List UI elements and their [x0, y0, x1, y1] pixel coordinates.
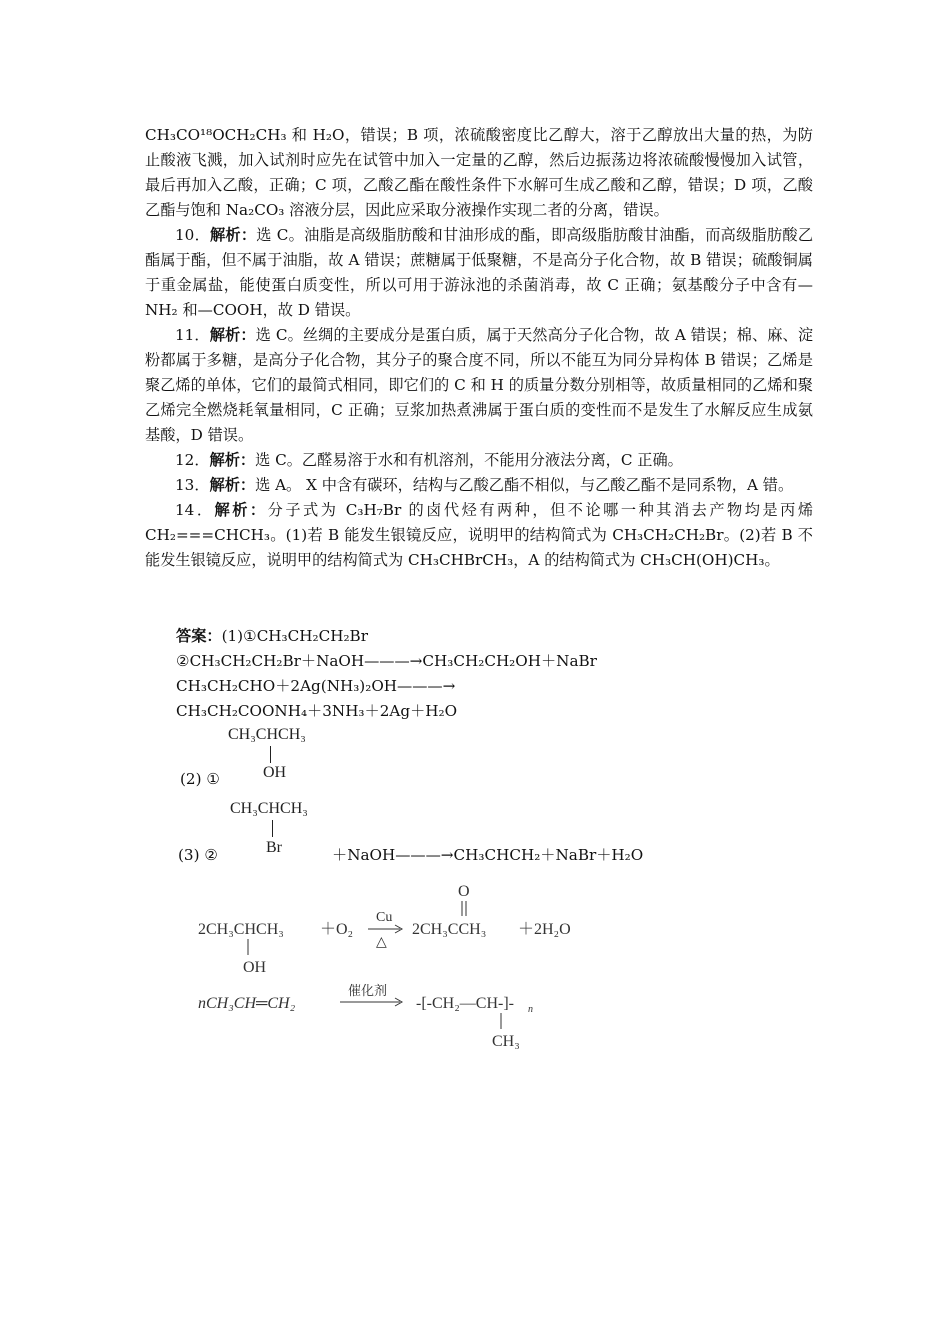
reaction-equations	[190, 878, 610, 1058]
analysis-text: 选 C。丝绸的主要成分是蛋白质，属于天然高分子化合物，故 A 错误；棉、麻、淀粉都属于多糖，是高分子化合物，其分子的聚合度不同，所以不能互为同分异构体 B 错误；乙烯是聚乙烯的单体，它们的最简式相同，即它们的 C 和 H 的质量分数分别相等，故质量相同的乙烯和聚乙烯完全燃烧耗氧量相同，C 正确；豆浆加热煮沸属于蛋白质的变性而不是发生了水解反应生成氨基酸，D 错误。	[145, 326, 814, 444]
oxidation-reactant: 2CH₃CHCH₃	[198, 921, 284, 938]
analysis-text: 选 C。乙醛易溶于水和有机溶剂，不能用分液法分离，C 正确。	[255, 451, 683, 469]
analysis-label: 解析：	[209, 326, 256, 344]
answer-part-3: (3) ②	[178, 846, 218, 864]
analysis-label: 解析：	[210, 226, 257, 244]
struct-isopropanol-chain: CH₃CHCH₃	[228, 726, 306, 743]
analysis-text: 选 C。油脂是高级脂肪酸和甘油形成的酯，即高级脂肪酸甘油酯，而高级脂肪酸乙酯属于酯，但不属于油脂，故 A 错误；蔗糖属于低聚糖，不是高分子化合物，故 B 错误；硫酸铜属于重金属盐，能使蛋白质变性，所以可用于游泳池的杀菌消毒，故 C 正确；氨基酸分子中含有—NH₂ 和—COOH，故 D 错误。	[145, 226, 814, 319]
answer-part-2: (2) ①	[180, 770, 220, 788]
oxygen-reagent: ＋O₂	[320, 921, 354, 938]
analysis-text: 选 A。 X 中含有碳环，结构与乙酸乙酯不相似，与乙酸乙酯不是同系物，A 错。	[255, 476, 794, 494]
polymer-degree: n	[528, 1004, 533, 1015]
explanation-block	[145, 123, 813, 573]
answer-part-3-equation: ＋NaOH———→CH₃CHCH₂＋NaBr＋H₂O	[332, 846, 644, 864]
question-number: 12．	[175, 451, 210, 469]
struct-isopropanol-oh: OH	[263, 764, 287, 781]
question-number: 10．	[175, 226, 210, 244]
analysis-label: 解析：	[214, 501, 268, 519]
answer-12	[145, 448, 813, 473]
analysis-label: 解析：	[209, 451, 256, 469]
answer-11	[145, 323, 813, 448]
answer-line-2: ②CH₃CH₂CH₂Br＋NaOH———→CH₃CH₂CH₂OH＋NaBr	[176, 652, 597, 670]
polymerization-reactant: nCH₃CH═CH₂	[198, 995, 296, 1012]
answer-14	[145, 498, 813, 573]
catalyst-copper: Cu	[376, 910, 393, 925]
answer-line-3: CH₃CH₂CHO＋2Ag(NH₃)₂OH———→	[176, 677, 456, 695]
heat-symbol: △	[376, 935, 387, 950]
answer-9-continued: CH₃CO¹⁸OCH₂CH₃ 和 H₂O，错误；B 项，浓硫酸密度比乙醇大，溶于乙醇放出大量的热，为防止酸液飞溅，加入试剂时应先在试管中加入一定量的乙醇，然后边振荡边将浓硫酸慢慢加入试管，最后再加入乙酸，正确；C 项，乙酸乙酯在酸性条件下水解可生成乙酸和乙醇，错误；D 项，乙酸乙酯与饱和 Na₂CO₃ 溶液分层，因此应采取分液操作实现二者的分离，错误。	[145, 126, 813, 219]
answer-part-1: (1)①CH₃CH₂CH₂Br	[221, 627, 368, 645]
catalyst-label: 催化剂	[348, 983, 388, 998]
struct-bromopropane-chain: CH₃CHCH₃	[230, 800, 308, 817]
polypropylene-product: -[-CH₂—CH-]-	[416, 995, 514, 1012]
answer-label: 答案：	[176, 627, 222, 645]
bond-line	[272, 820, 273, 837]
answer-line-1	[176, 625, 368, 647]
analysis-label: 解析：	[209, 476, 256, 494]
analysis-text: 分子式为 C₃H₇Br 的卤代烃有两种，但不论哪一种其消去产物均是丙烯 CH₂===CHCH₃。(1)若 B 能发生银镜反应，说明甲的结构简式为 CH₃CH₂CH₂Br。(2)若 B 不能发生银镜反应，说明甲的结构简式为 CH₃CHBrCH₃，A 的结构简式为 CH₃CH(OH)CH₃。	[145, 501, 814, 569]
bond-line	[270, 746, 271, 763]
water-product: ＋2H₂O	[518, 921, 571, 938]
answer-10	[145, 223, 813, 323]
question-number: 14．	[175, 501, 215, 519]
question-number: 11．	[175, 326, 210, 344]
oxidation-reactant-oh: OH	[243, 959, 267, 976]
struct-bromopropane-br: Br	[266, 839, 282, 856]
answer-13	[145, 473, 813, 498]
answer-line-4: CH₃CH₂COONH₄＋3NH₃＋2Ag＋H₂O	[176, 702, 458, 720]
question-number: 13．	[175, 476, 210, 494]
methyl-substituent: CH₃	[492, 1033, 520, 1050]
acetone-product: 2CH₃CCH₃	[412, 921, 487, 938]
ketone-oxygen: O	[458, 883, 470, 900]
